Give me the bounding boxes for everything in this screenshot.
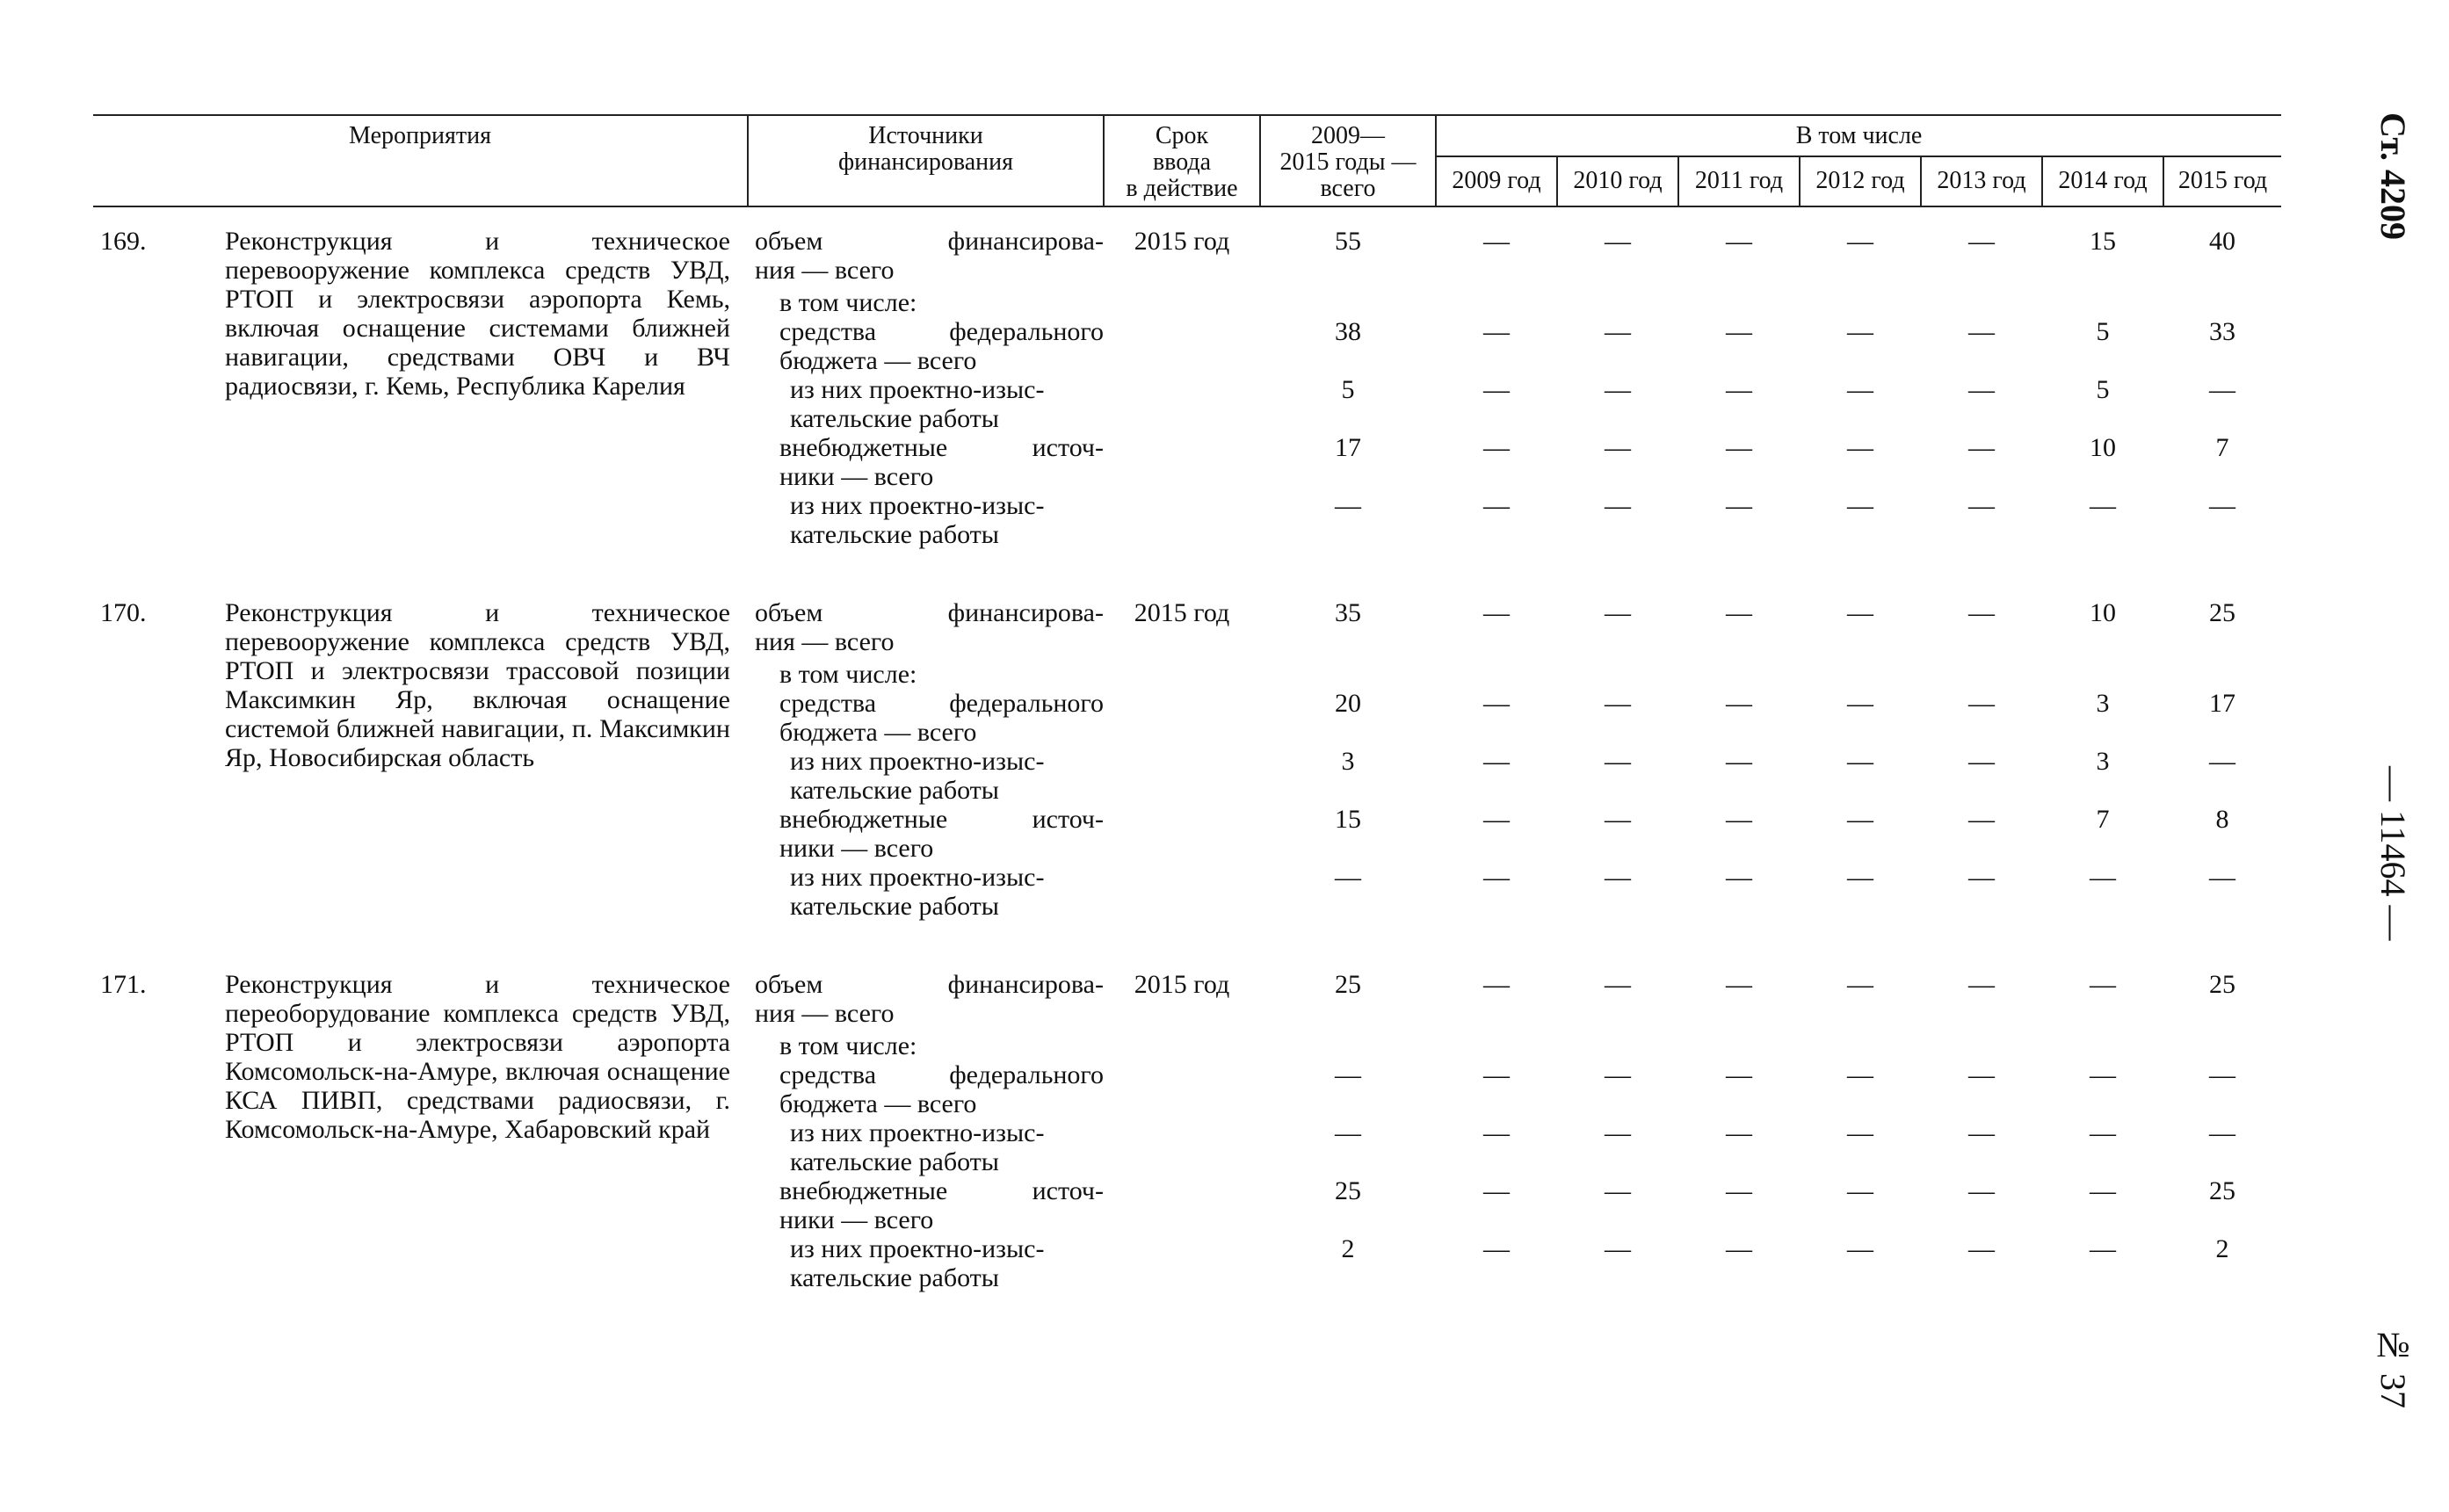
year-cell: — <box>1483 375 1510 404</box>
header-year: 2011 год <box>1678 156 1800 206</box>
total-cell: 15 <box>1335 805 1361 834</box>
year-cell: — <box>1968 1118 1995 1147</box>
source-label <box>748 951 1104 1060</box>
year-cell: — <box>1726 598 1752 627</box>
year-cell: — <box>1726 491 1752 520</box>
year-cell: 10 <box>2090 433 2116 462</box>
year-cell: — <box>1847 227 1873 256</box>
year-cell: — <box>2209 863 2236 892</box>
year-cell: 5 <box>2096 375 2110 404</box>
year-cell: — <box>1968 970 1995 999</box>
header-year: 2014 год <box>2042 156 2163 206</box>
year-cell: — <box>1968 1176 1995 1205</box>
year-cell: — <box>1968 805 1995 834</box>
term-cell: 2015 год <box>1134 970 1230 999</box>
year-cell: — <box>1605 1176 1631 1205</box>
row-gap <box>93 921 2281 951</box>
source-label-line: кательские работы <box>790 1263 999 1292</box>
year-cell: — <box>1726 317 1752 346</box>
total-cell: 5 <box>1341 375 1355 404</box>
event-description: Реконструкция и техническое переоборудование комплекса средств УВД, РТОП и электросвязи аэропорта Комсомольск-на-Амуре, включая оснащение КСА ПИВП, средствами радиосвязи, г. Комсомольск-на-Амуре, Хабаровский край <box>225 970 730 1144</box>
term-cell <box>1104 317 1260 375</box>
year-cell: — <box>2090 970 2116 999</box>
year-cell: — <box>1605 805 1631 834</box>
source-label-line: бюджета — всего <box>779 346 977 375</box>
year-cell: — <box>2090 1234 2116 1263</box>
year-cell: — <box>1483 1234 1510 1263</box>
year-cell: — <box>1968 433 1995 462</box>
year-cell: 3 <box>2096 689 2110 718</box>
year-cell: — <box>1483 433 1510 462</box>
source-label-line: ния — всего <box>755 256 895 285</box>
year-cell: — <box>1726 1234 1752 1263</box>
source-label-line: кательские работы <box>790 776 999 805</box>
year-cell: — <box>1847 689 1873 718</box>
year-cell: — <box>1605 598 1631 627</box>
year-cell: — <box>1726 1176 1752 1205</box>
year-cell: 15 <box>2090 227 2116 256</box>
year-cell: — <box>1968 863 1995 892</box>
year-cell: — <box>1726 433 1752 462</box>
year-cell: — <box>2209 1118 2236 1147</box>
year-cell: — <box>1483 1118 1510 1147</box>
year-cell: — <box>1847 805 1873 834</box>
year-cell: — <box>1605 747 1631 776</box>
page-ref: Ст. 4209 <box>2373 112 2413 240</box>
term-cell <box>1104 1118 1260 1176</box>
table-row <box>93 951 2281 1060</box>
year-cell: — <box>1726 375 1752 404</box>
total-cell: 17 <box>1335 433 1361 462</box>
header-year: 2013 год <box>1921 156 2042 206</box>
source-label-line: ния — всего <box>755 999 895 1028</box>
source-label-line: в том числе: <box>779 660 917 689</box>
year-cell: — <box>1726 805 1752 834</box>
source-label <box>748 863 1104 921</box>
source-label-line: кательские работы <box>790 1147 999 1176</box>
row-gap <box>93 549 2281 579</box>
year-cell: — <box>1726 747 1752 776</box>
source-label <box>748 579 1104 689</box>
total-cell: 38 <box>1335 317 1361 346</box>
event-number: 170. <box>100 598 147 627</box>
year-cell: — <box>1726 227 1752 256</box>
source-label <box>748 375 1104 433</box>
year-cell: — <box>1968 317 1995 346</box>
year-cell: — <box>1726 689 1752 718</box>
year-cell: 5 <box>2096 317 2110 346</box>
year-cell: — <box>1605 317 1631 346</box>
year-cell: — <box>1483 747 1510 776</box>
total-cell: 35 <box>1335 598 1361 627</box>
year-cell: 25 <box>2209 598 2236 627</box>
term-cell: 2015 год <box>1134 227 1230 256</box>
event-number: 169. <box>100 227 147 256</box>
year-cell: — <box>2209 375 2236 404</box>
term-cell <box>1104 805 1260 863</box>
year-cell: — <box>1847 317 1873 346</box>
year-cell: — <box>1605 1234 1631 1263</box>
source-label <box>748 433 1104 491</box>
source-label-line: средства федерального <box>779 317 1104 346</box>
header-year: 2012 год <box>1800 156 1921 206</box>
total-cell: — <box>1335 1118 1361 1147</box>
year-cell: — <box>1726 1118 1752 1147</box>
year-cell: 7 <box>2215 433 2229 462</box>
year-cell: — <box>1968 598 1995 627</box>
year-cell: — <box>1847 970 1873 999</box>
event-description: Реконструкция и техническое перевооружение комплекса средств УВД, РТОП и электросвязи трассовой позиции Максимкин Яр, включая оснащение системой ближней навигации, п. Максимкин Яр, Новосибирская область <box>225 598 730 772</box>
year-cell: — <box>1605 970 1631 999</box>
source-label-line: средства федерального <box>779 689 1104 718</box>
year-cell: — <box>1847 598 1873 627</box>
source-label-line: объем финансирова- <box>755 970 1104 999</box>
year-cell: — <box>1968 747 1995 776</box>
year-cell: 10 <box>2090 598 2116 627</box>
year-cell: — <box>1605 375 1631 404</box>
term-cell <box>1104 747 1260 805</box>
source-label-line: средства федерального <box>779 1060 1104 1089</box>
year-cell: — <box>2090 491 2116 520</box>
total-cell: — <box>1335 863 1361 892</box>
source-label <box>748 1176 1104 1234</box>
issue-number: № 37 <box>2373 1325 2413 1408</box>
source-label-line: из них проектно-изыс- <box>790 1118 1045 1147</box>
year-cell: 7 <box>2096 805 2110 834</box>
header-sources: Источники финансирования <box>748 115 1104 206</box>
year-cell: — <box>1968 491 1995 520</box>
year-cell: — <box>1483 491 1510 520</box>
year-cell: — <box>1483 317 1510 346</box>
year-cell: — <box>1483 970 1510 999</box>
table-body <box>93 206 2281 1292</box>
source-label-line: в том числе: <box>779 1031 917 1060</box>
source-label-line: из них проектно-изыс- <box>790 1234 1045 1263</box>
term-cell <box>1104 863 1260 921</box>
year-cell: — <box>1726 1060 1752 1089</box>
year-cell: — <box>1968 689 1995 718</box>
year-cell: — <box>1847 863 1873 892</box>
source-label-line: кательские работы <box>790 892 999 921</box>
table-header <box>93 115 2281 206</box>
total-cell: 25 <box>1335 970 1361 999</box>
year-cell: — <box>1847 491 1873 520</box>
year-cell: — <box>1968 375 1995 404</box>
year-cell: — <box>2209 747 2236 776</box>
source-label-line: кательские работы <box>790 404 999 433</box>
page-number: — 11464 — <box>2373 766 2413 941</box>
year-cell: — <box>1968 1234 1995 1263</box>
table-row <box>93 206 2281 317</box>
year-cell: — <box>2090 863 2116 892</box>
source-label-line: бюджета — всего <box>779 1089 977 1118</box>
year-cell: — <box>1483 227 1510 256</box>
year-cell: 17 <box>2209 689 2236 718</box>
source-label <box>748 1118 1104 1176</box>
year-cell: — <box>1605 689 1631 718</box>
source-label-line: бюджета — всего <box>779 718 977 747</box>
year-cell: — <box>1605 1118 1631 1147</box>
source-label <box>748 317 1104 375</box>
source-label-line: ники — всего <box>779 1205 934 1234</box>
total-cell: 55 <box>1335 227 1361 256</box>
source-label-line: внебюджетные источ- <box>779 1176 1104 1205</box>
source-label-line: ния — всего <box>755 627 895 656</box>
source-label <box>748 747 1104 805</box>
year-cell: — <box>1605 863 1631 892</box>
source-label-line: внебюджетные источ- <box>779 433 1104 462</box>
year-cell: — <box>1847 1234 1873 1263</box>
total-cell: — <box>1335 1060 1361 1089</box>
year-cell: — <box>1847 1060 1873 1089</box>
source-label <box>748 206 1104 317</box>
year-cell: — <box>1605 1060 1631 1089</box>
year-cell: — <box>1968 1060 1995 1089</box>
year-cell: 8 <box>2215 805 2229 834</box>
source-label <box>748 1234 1104 1292</box>
year-cell: — <box>1847 375 1873 404</box>
year-cell: — <box>1605 433 1631 462</box>
year-cell: 2 <box>2215 1234 2229 1263</box>
year-cell: 25 <box>2209 1176 2236 1205</box>
total-cell: 3 <box>1341 747 1355 776</box>
source-label-line: внебюджетные источ- <box>779 805 1104 834</box>
term-cell <box>1104 375 1260 433</box>
source-label <box>748 491 1104 549</box>
year-cell: — <box>1483 1060 1510 1089</box>
source-label <box>748 805 1104 863</box>
source-label-line: из них проектно-изыс- <box>790 747 1045 776</box>
source-label-line: объем финансирова- <box>755 598 1104 627</box>
year-cell: — <box>1605 491 1631 520</box>
year-cell: — <box>1847 433 1873 462</box>
header-year: 2009 год <box>1436 156 1557 206</box>
term-cell <box>1104 433 1260 491</box>
year-cell: — <box>1847 1118 1873 1147</box>
total-cell: — <box>1335 491 1361 520</box>
year-cell: — <box>2209 1060 2236 1089</box>
source-label-line: из них проектно-изыс- <box>790 491 1045 520</box>
year-cell: — <box>1726 863 1752 892</box>
year-cell: 3 <box>2096 747 2110 776</box>
header-year: 2015 год <box>2163 156 2281 206</box>
year-cell: — <box>1726 970 1752 999</box>
year-cell: — <box>1847 1176 1873 1205</box>
year-cell: — <box>1847 747 1873 776</box>
header-including: В том числе <box>1436 115 2281 156</box>
total-cell: 25 <box>1335 1176 1361 1205</box>
year-cell: — <box>1968 227 1995 256</box>
year-cell: 25 <box>2209 970 2236 999</box>
year-cell: 40 <box>2209 227 2236 256</box>
funding-table <box>93 114 2281 1292</box>
source-label-line: из них проектно-изыс- <box>790 863 1045 892</box>
table-row <box>93 579 2281 689</box>
source-label-line: ники — всего <box>779 462 934 491</box>
term-cell <box>1104 491 1260 549</box>
source-label <box>748 689 1104 747</box>
year-cell: — <box>2090 1060 2116 1089</box>
year-cell: — <box>1483 598 1510 627</box>
year-cell: — <box>2209 491 2236 520</box>
year-cell: — <box>2090 1176 2116 1205</box>
event-description: Реконструкция и техническое перевооружение комплекса средств УВД, РТОП и электросвязи аэропорта Кемь, включая оснащение системами ближней навигации, средствами ОВЧ и ВЧ радиосвязи, г. Кемь, Республика Карелия <box>225 227 730 401</box>
source-label-line: в том числе: <box>779 288 917 317</box>
term-cell <box>1104 1176 1260 1234</box>
total-cell: 2 <box>1341 1234 1355 1263</box>
year-cell: — <box>2090 1118 2116 1147</box>
term-cell: 2015 год <box>1134 598 1230 627</box>
header-events: Мероприятия <box>93 115 748 206</box>
total-cell: 20 <box>1335 689 1361 718</box>
source-label-line: ники — всего <box>779 834 934 863</box>
year-cell: — <box>1483 689 1510 718</box>
source-label-line: объем финансирова- <box>755 227 1104 256</box>
term-cell <box>1104 689 1260 747</box>
source-label <box>748 1060 1104 1118</box>
year-cell: — <box>1483 805 1510 834</box>
source-label-line: кательские работы <box>790 520 999 549</box>
year-cell: — <box>1483 863 1510 892</box>
header-total: 2009— 2015 годы — всего <box>1260 115 1436 206</box>
header-term: Срок ввода в действие <box>1104 115 1260 206</box>
term-cell <box>1104 1060 1260 1118</box>
year-cell: — <box>1483 1176 1510 1205</box>
source-label-line: из них проектно-изыс- <box>790 375 1045 404</box>
header-year: 2010 год <box>1557 156 1678 206</box>
year-cell: 33 <box>2209 317 2236 346</box>
event-number: 171. <box>100 970 147 999</box>
term-cell <box>1104 1234 1260 1292</box>
year-cell: — <box>1605 227 1631 256</box>
